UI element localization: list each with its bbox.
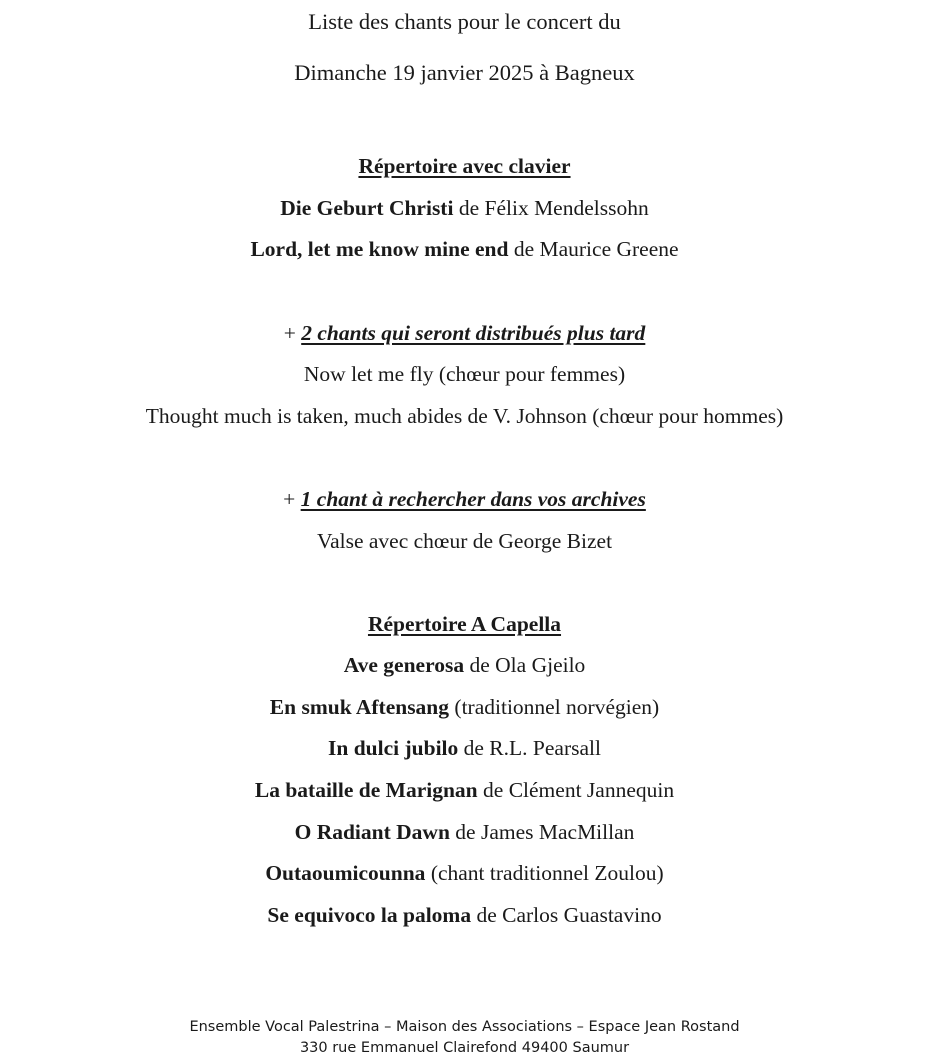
song-title: La bataille de Marignan [254, 778, 478, 802]
song-title: En smuk Aftensang [269, 695, 450, 719]
song-title: Ave generosa [343, 653, 465, 677]
song-composer: de Maurice Greene [508, 237, 679, 261]
footer-address-line-1: Ensemble Vocal Palestrina – Maison des Associations – Espace Jean Rostand [189, 1019, 740, 1035]
song-item [0, 859, 929, 887]
song-item: Now let me fly (chœur pour femmes) [303, 362, 626, 386]
keyboard-repertoire-heading: Répertoire avec clavier [358, 154, 571, 178]
song-item [0, 651, 929, 679]
document-title-line-1: Liste des chants pour le concert du [308, 9, 621, 34]
song-title: Die Geburt Christi [280, 196, 454, 220]
song-title: In dulci jubilo [328, 736, 459, 760]
song-composer: de Clément Jannequin [477, 778, 675, 802]
song-composer: de Carlos Guastavino [471, 903, 662, 927]
footer-address-line-2: 330 rue Emmanuel Clairefond 49400 Saumur [299, 1040, 630, 1056]
song-item [0, 734, 929, 762]
song-item [0, 693, 929, 721]
song-title: Lord, let me know mine end [250, 237, 509, 261]
song-item [0, 776, 929, 804]
song-composer: de Félix Mendelssohn [453, 196, 649, 220]
acapella-repertoire-heading: Répertoire A Capella [367, 612, 562, 636]
song-composer: de Ola Gjeilo [464, 653, 586, 677]
archive-song-heading-text: 1 chant à rechercher dans vos archives [300, 487, 646, 511]
song-item: Valse avec chœur de George Bizet [316, 529, 613, 553]
song-composer: (chant traditionnel Zoulou) [425, 861, 664, 885]
song-title: Outaoumicounna [265, 861, 426, 885]
song-item [0, 194, 929, 222]
song-composer: (traditionnel norvégien) [449, 695, 660, 719]
song-title: Se equivoco la paloma [267, 903, 472, 927]
archive-song-heading [0, 485, 929, 513]
song-item: Thought much is taken, much abides de V. Johnson (chœur pour hommes) [145, 404, 784, 428]
plus-prefix: + [283, 487, 301, 511]
song-item [0, 818, 929, 846]
song-item [0, 235, 929, 263]
song-composer: de James MacMillan [449, 820, 635, 844]
song-item [0, 901, 929, 929]
later-songs-heading-text: 2 chants qui seront distribués plus tard [301, 321, 646, 345]
document-title-line-2: Dimanche 19 janvier 2025 à Bagneux [294, 60, 635, 85]
plus-prefix: + [283, 321, 302, 345]
song-title: O Radiant Dawn [294, 820, 450, 844]
later-songs-heading [0, 319, 929, 347]
song-composer: de R.L. Pearsall [458, 736, 601, 760]
